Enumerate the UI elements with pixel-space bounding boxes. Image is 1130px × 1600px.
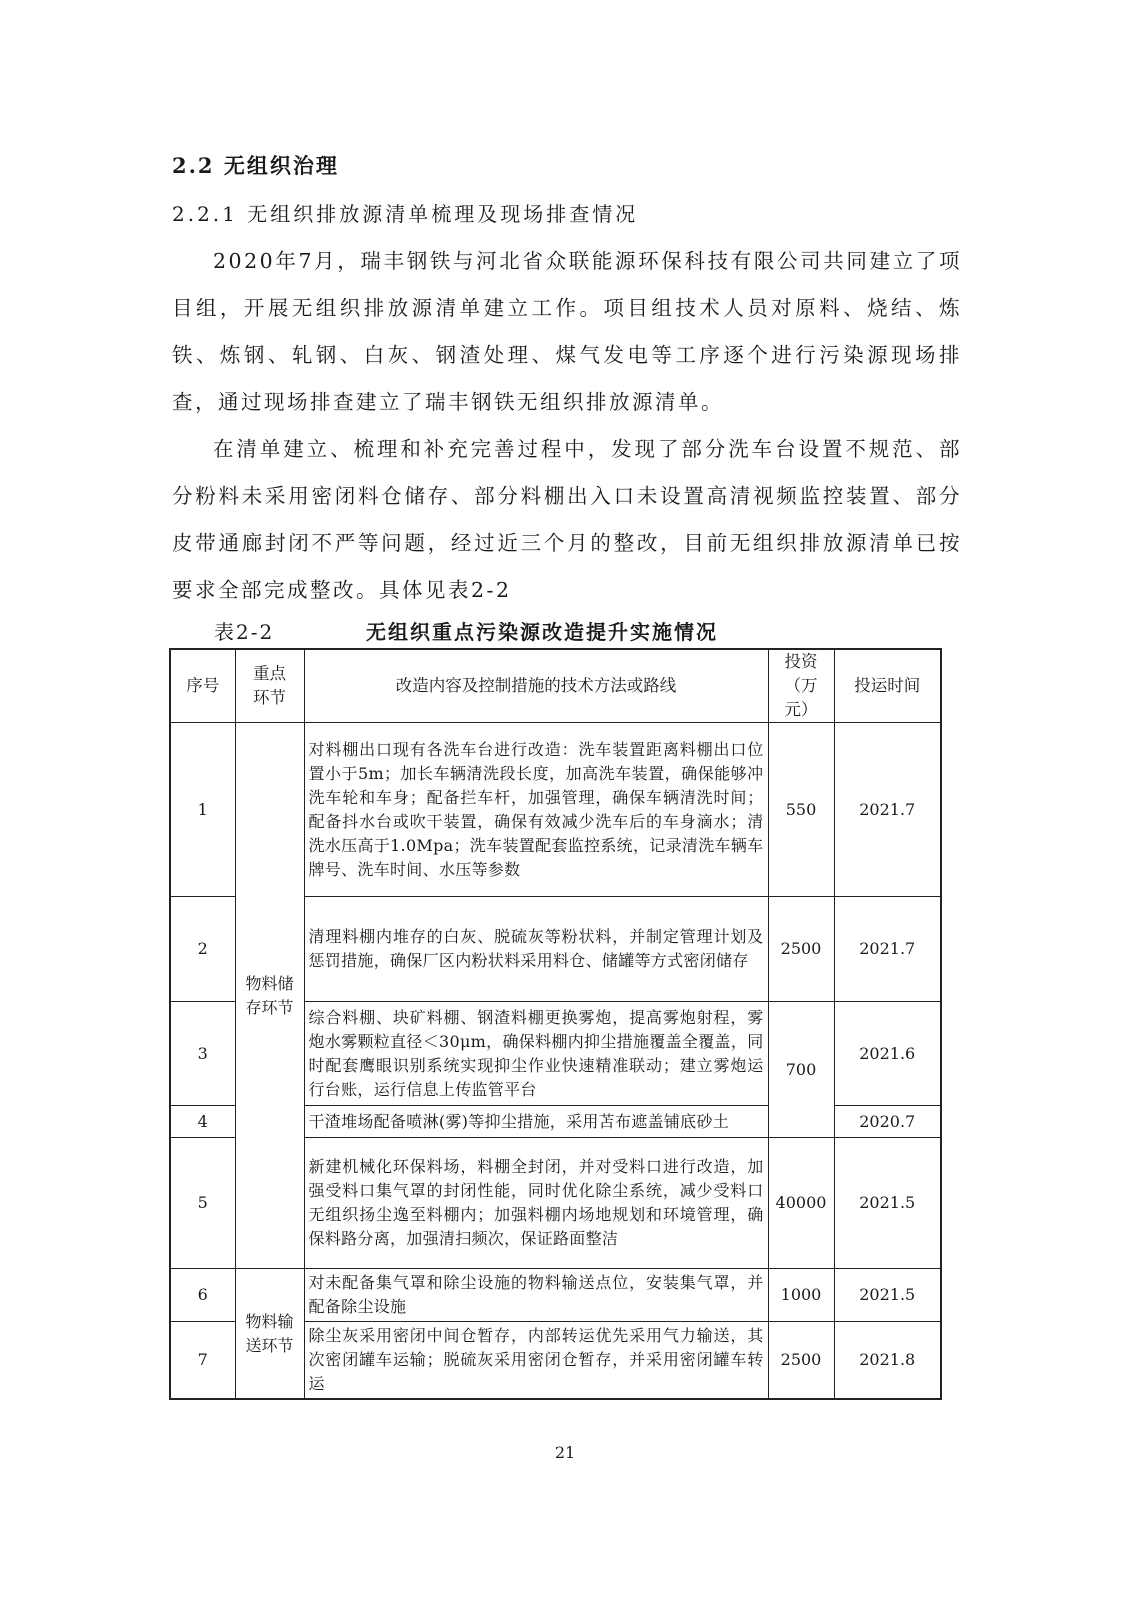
paragraph-2: 在清单建立、梳理和补充完善过程中，发现了部分洗车台设置不规范、部分粉料未采用密闭料仓储存、部分料棚出入口未设置高清视频监控装置、部分皮带通廊封闭不严等问题，经过近三个月的整改，目前无组织排放源清单已按要求全部完成整改。具体见表2-2 <box>172 437 962 602</box>
row-content: 干渣堆场配备喷淋(雾)等抑尘措施，采用苫布遮盖铺底砂土 <box>304 1106 768 1138</box>
paragraph-1: 2020年7月，瑞丰钢铁与河北省众联能源环保科技有限公司共同建立了项目组，开展无组织排放源清单建立工作。项目组技术人员对原料、烧结、炼铁、炼钢、轧钢、白灰、钢渣处理、煤气发电等工序逐个进行污染源现场排查，通过现场排查建立了瑞丰钢铁无组织排放源清单。 <box>172 249 962 414</box>
row-date: 2020.7 <box>834 1106 941 1138</box>
row-content: 新建机械化环保料场，料棚全封闭，并对受料口进行改造，加强受料口集气罩的封闭性能，同时优化除尘系统，减少受料口无组织扬尘逸至料棚内；加强料棚内场地规划和环境管理，确保料路分离，加强清扫频次，保证路面整洁 <box>304 1138 768 1269</box>
stage-storage-cell: 物料储存环节 <box>235 723 304 1269</box>
table-row <box>170 723 941 897</box>
header-content: 改造内容及控制措施的技术方法或路线 <box>304 649 768 723</box>
row-date: 2021.5 <box>834 1269 941 1322</box>
row-content: 除尘灰采用密闭中间仓暂存，内部转运优先采用气力输送，其次密闭罐车运输；脱硫灰采用密闭仓暂存，并采用密闭罐车转运 <box>304 1322 768 1400</box>
row-date: 2021.7 <box>834 897 941 1002</box>
table-header-row <box>170 649 941 723</box>
row-date: 2021.8 <box>834 1322 941 1400</box>
row-seq: 7 <box>170 1322 235 1400</box>
header-seq: 序号 <box>170 649 235 723</box>
row-date: 2021.6 <box>834 1002 941 1106</box>
row-seq: 5 <box>170 1138 235 1269</box>
table-caption-number: 表2-2 <box>214 620 275 644</box>
subsection-heading: 2.2.1 无组织排放源清单梳理及现场排查情况 <box>172 202 639 226</box>
row-investment: 550 <box>768 723 834 897</box>
row-seq: 3 <box>170 1002 235 1106</box>
row-content: 对未配备集气罩和除尘设施的物料输送点位，安装集气罩，并配备除尘设施 <box>304 1269 768 1322</box>
row-investment: 2500 <box>768 1322 834 1400</box>
row-date: 2021.5 <box>834 1138 941 1269</box>
stage-transport-cell: 物料输送环节 <box>235 1269 304 1400</box>
row-investment: 2500 <box>768 897 834 1002</box>
row-investment: 40000 <box>768 1138 834 1269</box>
row-seq: 4 <box>170 1106 235 1138</box>
header-investment: 投资（万元） <box>768 649 834 723</box>
row-date: 2021.7 <box>834 723 941 897</box>
page-number: 21 <box>554 1443 576 1462</box>
row-seq: 6 <box>170 1269 235 1322</box>
section-heading: 2.2 无组织治理 <box>172 153 339 178</box>
row-content: 清理料棚内堆存的白灰、脱硫灰等粉状料，并制定管理计划及惩罚措施，确保厂区内粉状料采用料仓、储罐等方式密闭储存 <box>304 897 768 1002</box>
row-content: 对料棚出口现有各洗车台进行改造：洗车装置距离料棚出口位置小于5m；加长车辆清洗段长度，加高洗车装置，确保能够冲洗车轮和车身；配备拦车杆，加强管理，确保车辆清洗时间；配备抖水台或吹干装置，确保有效减少洗车后的车身滴水；清洗水压高于1.0Mpa；洗车装置配套监控系统，记录清洗车辆车牌号、洗车时间、水压等参数 <box>304 723 768 897</box>
table-caption-title: 无组织重点污染源改造提升实施情况 <box>366 620 718 644</box>
measures-table <box>169 648 942 1400</box>
table-row <box>170 1269 941 1322</box>
header-date: 投运时间 <box>834 649 941 723</box>
row-investment: 700 <box>768 1002 834 1138</box>
row-seq: 1 <box>170 723 235 897</box>
row-investment: 1000 <box>768 1269 834 1322</box>
row-seq: 2 <box>170 897 235 1002</box>
row-content: 综合料棚、块矿料棚、钢渣料棚更换雾炮，提高雾炮射程，雾炮水雾颗粒直径＜30μm，确保料棚内抑尘措施覆盖全覆盖，同时配套鹰眼识别系统实现抑尘作业快速精准联动；建立雾炮运行台账，运行信息上传监管平台 <box>304 1002 768 1106</box>
header-stage: 重点环节 <box>235 649 304 723</box>
